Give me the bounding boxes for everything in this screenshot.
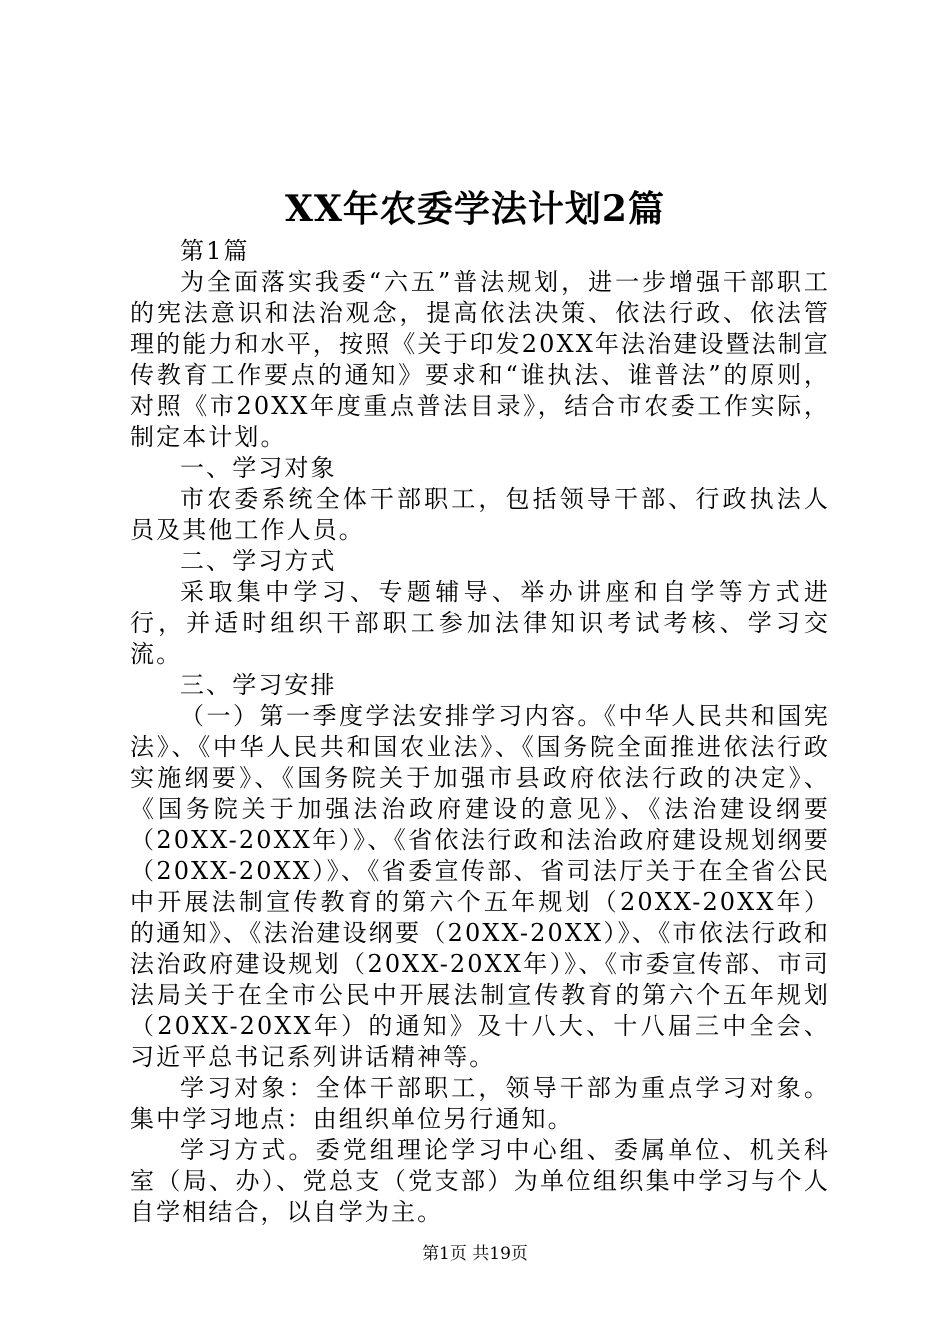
document-body — [130, 236, 830, 1228]
study-target-location-paragraph: 学习对象：全体干部职工，领导干部为重点学习对象。集中学习地点：由组织单位另行通知。 — [130, 1074, 830, 1133]
section-heading-study-target: 一、学习对象 — [180, 454, 337, 482]
page-number-footer: 第1页 共19页 — [422, 1244, 528, 1264]
section-heading-study-schedule: 三、学习安排 — [180, 671, 337, 699]
study-method-paragraph: 采取集中学习、专题辅导、举办讲座和自学等方式进行，并适时组织干部职工参加法律知识考试考核、学习交流。 — [130, 578, 830, 668]
section-heading-part-1: 第1篇 — [180, 237, 250, 265]
document-title: XX年农委学法计划2篇 — [285, 188, 665, 230]
section-heading-study-method: 二、学习方式 — [180, 547, 337, 575]
study-format-paragraph: 学习方式。委党组理论学习中心组、委属单位、机关科室（局、办）、党总支（党支部）为单位组织集中学习与个人自学相结合，以自学为主。 — [130, 1136, 830, 1226]
first-quarter-content-paragraph: （一）第一季度学法安排学习内容。《中华人民共和国宪法》、《中华人民共和国农业法》、《国务院全面推进依法行政实施纲要》、《国务院关于加强市县政府依法行政的决定》、《国务院关于加强法治政府建设的意见》、《法治建设纲要（20XX-20XX年）》、《省依法行政和法治政府建设规划纲要（20XX-20XX）》、《省委宣传部、省司法厅关于在全省公民中开展法制宣传教育的第六个五年规划（20XX-20XX年）的通知》、《法治建设纲要（20XX-20XX）》、《市依法行政和法治政府建设规划（20XX-20XX年）》、《市委宣传部、市司法局关于在全市公民中开展法制宣传教育的第六个五年规划（20XX-20XX年）的通知》及十八大、十八届三中全会、习近平总书记系列讲话精神等。 — [130, 702, 830, 1071]
study-target-paragraph: 市农委系统全体干部职工，包括领导干部、行政执法人员及其他工作人员。 — [130, 485, 830, 544]
intro-paragraph: 为全面落实我委“六五”普法规划，进一步增强干部职工的宪法意识和法治观念，提高依法决策、依法行政、依法管理的能力和水平，按照《关于印发20XX年法治建设暨法制宣传教育工作要点的通知》要求和“谁执法、谁普法”的原则，对照《市20XX年度重点普法目录》，结合市农委工作实际，制定本计划。 — [130, 268, 830, 451]
